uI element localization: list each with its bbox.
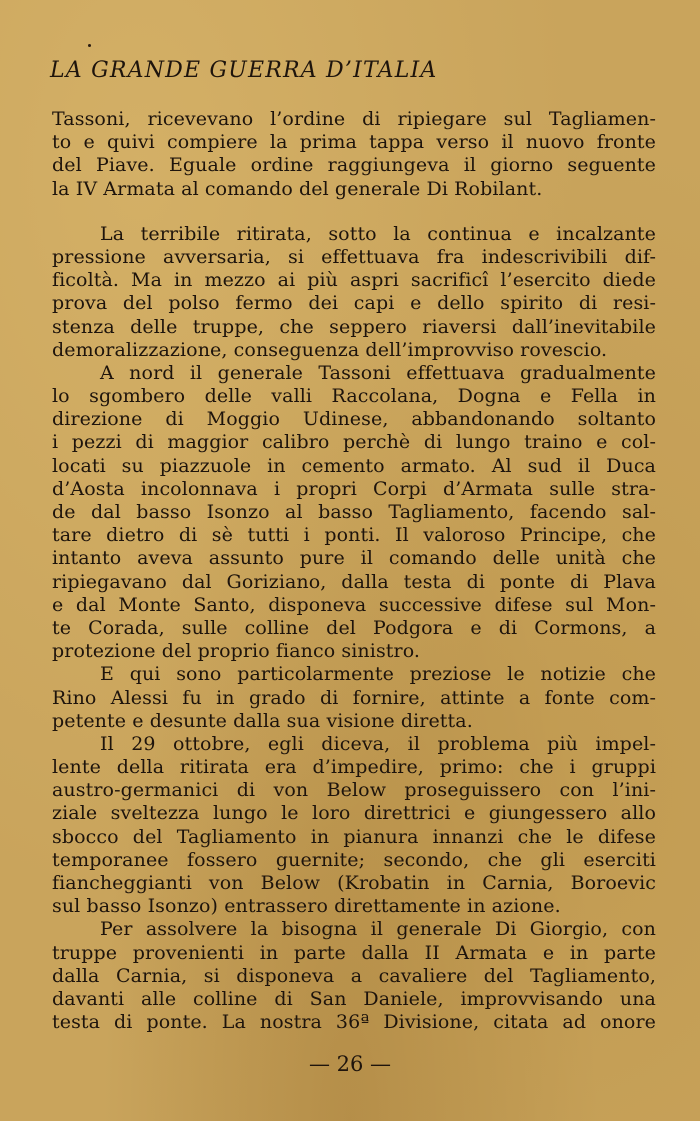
text-line: Tassoni, ricevevano l’ordine di ripiegare sul Tagliamen-	[52, 108, 656, 130]
text-line: davanti alle colline di San Daniele, improvvisando una	[52, 987, 656, 1010]
text-line: testa di ponte. La nostra 36ª Divisione, citata ad onore	[52, 1011, 656, 1034]
ink-speck	[88, 44, 91, 47]
text-line: ziale sveltezza lungo le loro direttrici e giungessero allo	[52, 802, 656, 825]
paragraph	[52, 663, 656, 733]
text-line: lente della ritirata era d’impedire, primo: che i gruppi	[52, 756, 656, 779]
paragraph	[52, 223, 656, 362]
text-line: protezione del proprio fianco sinistro.	[52, 640, 421, 663]
text-line: truppe provenienti in parte dalla II Armata e in parte	[52, 941, 656, 964]
text-line: sbocco del Tagliamento in pianura innanzi che le difese	[52, 825, 656, 848]
text-line: e dal Monte Santo, disponeva successive difese sul Mon-	[52, 593, 656, 616]
text-line: A nord il generale Tassoni effettuava gradualmente	[100, 361, 656, 384]
text-line: i pezzi di maggior calibro perchè di lungo traino e col-	[52, 431, 656, 454]
paragraph-gap	[52, 201, 656, 223]
text-line: tare dietro di sè tutti i ponti. Il valoroso Principe, che	[52, 524, 656, 547]
text-line: ficoltà. Ma in mezzo ai più aspri sacrificî l’esercito diede	[52, 269, 656, 292]
text-line: E qui sono particolarmente preziose le notizie che	[100, 663, 656, 686]
text-line: lo sgombero delle valli Raccolana, Dogna e Fella in	[52, 385, 656, 408]
running-title: LA GRANDE GUERRA D’ITALIA	[50, 58, 438, 83]
paragraph	[52, 733, 656, 919]
text-line: prova del polso fermo dei capi e dello spirito di resi-	[52, 292, 656, 315]
text-line: la IV Armata al comando del generale Di Robilant.	[52, 177, 543, 200]
paragraph	[52, 362, 656, 663]
text-line: del Piave. Eguale ordine raggiungeva il giorno seguente	[52, 154, 656, 177]
text-line: d’Aosta incolonnava i propri Corpi d’Armata sulle stra-	[52, 477, 656, 500]
text-line: to e quivi compiere la prima tappa verso il nuovo fronte	[52, 131, 656, 154]
text-line: locati su piazzuole in cemento armato. Al sud il Duca	[52, 454, 656, 477]
text-line: intanto aveva assunto pure il comando delle unità che	[52, 547, 656, 570]
text-line: pressione avversaria, si effettuava fra indescrivibili dif-	[52, 245, 656, 268]
text-line: de dal basso Isonzo al basso Tagliamento, facendo sal-	[52, 501, 656, 523]
paragraph	[52, 918, 656, 1034]
page-number: — 26 —	[308, 1052, 392, 1076]
text-line: sul basso Isonzo) entrassero direttamente in azione.	[52, 895, 561, 918]
text-line: direzione di Moggio Udinese, abbandonando soltanto	[52, 408, 656, 431]
text-line: austro-germanici di von Below proseguissero con l’ini-	[52, 779, 656, 802]
text-line: fiancheggianti von Below (Krobatin in Carnia, Boroevic	[52, 872, 656, 894]
paragraph	[52, 108, 656, 201]
text-line: petente e desunte dalla sua visione diretta.	[52, 709, 473, 732]
text-line: dalla Carnia, si disponeva a cavaliere del Tagliamento,	[52, 964, 656, 987]
text-line: Per assolvere la bisogna il generale Di Giorgio, con	[100, 918, 656, 941]
text-line: te Corada, sulle colline del Podgora e di Cormons, a	[52, 616, 656, 639]
text-line: Rino Alessi fu in grado di fornire, attinte a fonte com-	[52, 686, 656, 709]
text-line: demoralizzazione, conseguenza dell’improvviso rovescio.	[52, 338, 608, 361]
text-line: temporanee fossero guernite; secondo, che gli eserciti	[52, 848, 656, 871]
text-line: La terribile ritirata, sotto la continua e incalzante	[100, 222, 656, 245]
body-text	[52, 108, 656, 1034]
text-line: stenza delle truppe, che seppero riaversi dall’inevitabile	[52, 315, 656, 338]
text-line: Il 29 ottobre, egli diceva, il problema più impel-	[100, 732, 656, 755]
text-line: ripiegavano dal Goriziano, dalla testa di ponte di Plava	[52, 570, 656, 593]
